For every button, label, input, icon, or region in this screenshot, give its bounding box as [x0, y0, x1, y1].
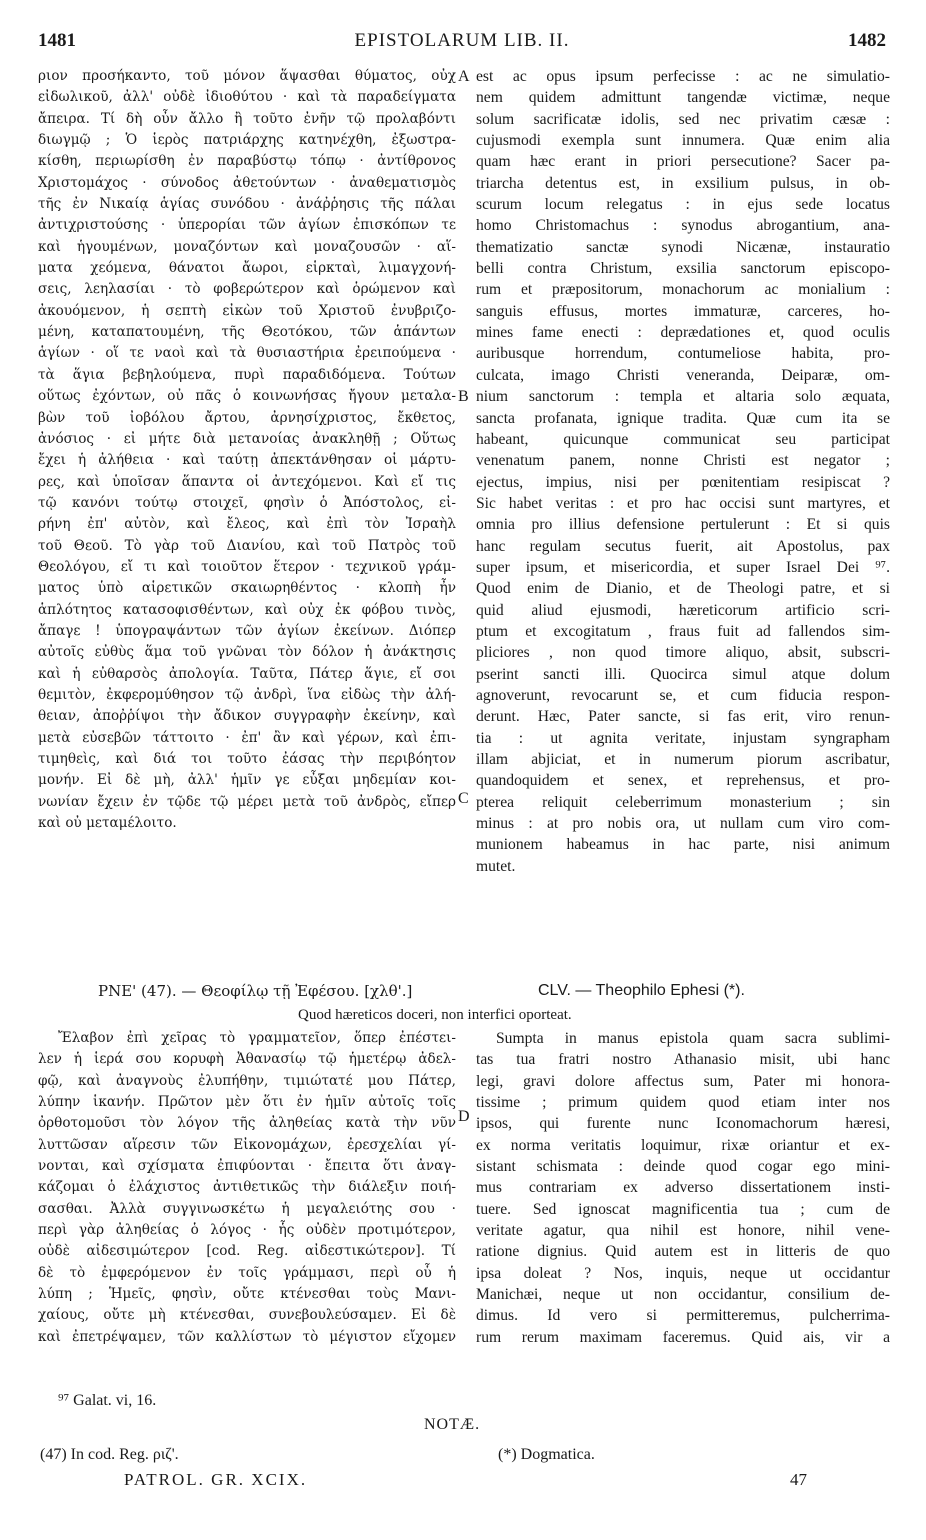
- text-line: νωνίαν ἔχειν ἐν τῷδε τῷ μέρει μετὰ τοῦ ἀνδρὸς, εἴπερ: [38, 793, 456, 810]
- text-line: Quod enim de Dianio, et de Theologi patre, et si: [476, 580, 890, 598]
- text-line: Sumpta in manus epistola quam sacra sublimi-: [496, 1030, 890, 1047]
- text-line: καὶ ἡγουμένων, μοναζόντων καὶ μοναζουσῶν · αἵ-: [38, 238, 456, 255]
- text-line: tas tua fratri nostro Athanasio misit, ubi hanc: [476, 1051, 890, 1069]
- text-line: αὐτοῖς εὐθὺς ἅμα τοῦ γνῶναι τὸν δόλον ἡ ἀνάκτησις: [38, 644, 456, 661]
- text-line: quid aliud ejusmodi, hæreticorum artificio scri-: [476, 601, 890, 619]
- text-line: λυττῶσαν αἵρεσιν τῶν Εἰκονομάχων, ἐρεσχελίαι γί-: [38, 1136, 456, 1153]
- text-line: ipsa doleat ? Nos, inquis, neque ut occidantur: [476, 1264, 890, 1282]
- note-47: (47) In cod. Reg. ριζ'.: [40, 1446, 179, 1463]
- margin-marker-a: A: [458, 68, 470, 85]
- latin-column-upper: [476, 66, 890, 877]
- text-line: χαίους, οὔτε μὴ κτένεσθαι, συνεβουλεύσαμεν. Εἰ δὲ: [38, 1307, 456, 1324]
- patrologia-signature: PATROL. GR. XCIX.: [124, 1470, 308, 1489]
- text-line: λύπη ; Ἡμεῖς, φησὶν, οὔτε κτένεσθαι τοὺς Μανι-: [38, 1286, 456, 1303]
- text-line: δὲ τὸ ἐμφερόμενον ἐν τοῖς γράμμασι, περὶ οὗ ἡ: [38, 1264, 456, 1281]
- text-line: ἄπαγε ! ὑπογραψάντων τῶν ἁγίων ἐκείνων. Διόπερ: [38, 622, 456, 639]
- text-line: κίσθη, περιωρίσθη ἐν παραβύστῳ τόπῳ · ἀντίθρονος: [38, 153, 456, 170]
- text-line: ipsos, qui furente nunc Iconomachorum hæresi,: [476, 1115, 890, 1133]
- text-line: τιμηθεὶς, καὶ διά τοι τοῦτο ἐάσας τὴν περιβόητον: [38, 751, 456, 767]
- text-line: nium sanctorum : templa et altaria solo æquata,: [476, 388, 890, 406]
- margin-marker-d: D: [458, 1108, 470, 1125]
- text-line: mines fame enecti : deprædationes et, quod oculis: [476, 324, 890, 342]
- text-line: ἄπειρα. Τί δὴ οὖν ἄλλο ἢ τοῦτο ἐνῆν τῷ προλαβόντι: [38, 110, 456, 127]
- text-line: sancta profanata, igniquе tradita. Quæ cum ita se: [476, 409, 890, 427]
- page-number-right: 1482: [848, 30, 886, 51]
- text-line: Ἔλαβον ἐπὶ χεῖρας τὸ γραμματεῖον, ὅπερ ἐπέστει-: [58, 1030, 456, 1046]
- text-line: τῷ κανόνι τούτῳ στοιχεῖ, φησὶν ὁ Ἀπόστολος, εἰ-: [38, 494, 456, 511]
- text-line: ἀντιχριστούσης · ὑπερορίαι τῶν ἁγίων ἐπισκόπων τε: [38, 217, 456, 234]
- text-line: ἀνόσιος · εἰ μήτε διὰ μετανοίας ἀνακληθῇ ; Οὕτως: [38, 430, 456, 447]
- text-line: tissime ; primum quidem quod etiam inter nos: [476, 1094, 890, 1112]
- note-star: (*) Dogmatica.: [498, 1446, 595, 1463]
- text-line: μετὰ εὐσεβῶν τάττοιτο · ἐπ' ἂν καὶ γέρων, καὶ ἐπι-: [38, 729, 456, 746]
- text-line: εἰδωλικοῦ, ἀλλ' οὐδὲ ἰδιοθύτου · καὶ τὰ παραδείγματα: [38, 89, 456, 106]
- text-line: βὼν τοῦ ἰοβόλου ἄρτου, ἀρνησίχριστος, ἔκθετος,: [38, 409, 456, 426]
- text-line: nem quidem admittunt tangendæ victimæ, neque: [476, 89, 890, 107]
- notes-title: NOTÆ.: [424, 1416, 481, 1433]
- text-line: ὀρθοτομοῦσι τὸν λόγον τῆς ἀληθείας κατὰ τὴν νῦν: [38, 1115, 456, 1132]
- letter-heading-greek: PNE' (47). — Θεοφίλῳ τῇ Ἐφέσου. [χλθ'.]: [98, 982, 413, 1000]
- text-line: λεν ἡ ἱερά σου κορυφὴ Ἀθανασίῳ τῷ ἡμετέρῳ ἀδελ-: [38, 1051, 456, 1068]
- text-line: ex norma veritatis loquimur, rixæ oriantur et ex-: [476, 1136, 890, 1154]
- text-line: agnoverunt, revocarunt se, et cum fiducia respon-: [476, 686, 890, 704]
- text-line: legi, gravi dolore affectus sum, Pater mi honora-: [476, 1072, 890, 1090]
- text-line: tia : ut agnita veritate, injustam syngrapham: [476, 729, 890, 747]
- text-line: κάζομαι ὁ ἐλάχιστος ἀντιθετικῶς τὴν διάλεξιν ποιή-: [38, 1179, 456, 1196]
- text-line: Manichæi, neque ut non occidantur, consilium de-: [476, 1286, 890, 1304]
- letter-summary: Quod hæreticos doceri, non interfici oporteat.: [298, 1007, 572, 1023]
- text-line: thematizatio sanctæ synodi Nicænæ, instauratio: [476, 238, 890, 256]
- text-line: θεμιτὸν, ἐκφερομύθησον τῷ ἀνδρὶ, ἵνα εἰδὼς τὴν ἀλή-: [38, 686, 456, 703]
- text-line: Sic habet veritas : et pro hac occisi sunt martyres, et: [476, 494, 890, 512]
- text-line: tuere. Sed ignoscat magnificentia tua ; cum de: [476, 1200, 890, 1218]
- text-line: καὶ ἡ εὐθαρσὸς ἀπολογία. Ταῦτα, Πάτερ ἅγιε, εἴ σοι: [38, 665, 456, 682]
- text-line: ptum et excogitatum , fraus fuit ad fallendos sim-: [476, 622, 890, 640]
- text-line: φῷ, καὶ ἀναγνοὺς ἐλυπήθην, τιμιώτατέ μου Πάτερ,: [38, 1072, 456, 1089]
- text-line: ἁπλότητος κατασοφισθέντων, καὶ οὐχ ἐκ φόβου τινὸς,: [38, 601, 456, 618]
- margin-marker-b: B: [458, 388, 469, 405]
- text-line: mutet.: [476, 857, 516, 875]
- text-line: quandoquidem et senex, et reprehensus, et pro-: [476, 772, 890, 790]
- running-header: [38, 30, 886, 58]
- text-line: habeant, quicunque communicat seu participat: [476, 430, 890, 448]
- text-line: περὶ γὰρ ἀληθείας ὁ λόγος · ἧς οὐδὲν προτιμότερον,: [38, 1222, 456, 1239]
- text-line: derunt. Hæc, Pater sancte, si fas erit, viro renun-: [476, 708, 890, 726]
- text-line: ματος ὑπὸ αἱρετικῶν σκαιωρηθέντος · κλοπὴ ἦν: [38, 580, 456, 597]
- sheet-number: 47: [790, 1470, 807, 1489]
- text-line: ejectus, impius, nisi per pœnitentiam resipiscat ?: [476, 473, 890, 491]
- text-line: μονήν. Εἰ δὲ μὴ, ἀλλ' ἡμῖν γε εὖξαι μηδεμίαν κοι-: [38, 772, 456, 789]
- text-line: οὐδὲ αἰδεσιμώτερον [cod. Reg. αἰδεστικώτερον]. Τί: [38, 1243, 456, 1260]
- text-line: ματα χεόμενα, θάνατοι ἄωροι, εἱρκταὶ, λιμαγχονή-: [38, 260, 456, 277]
- text-line: λύπην ἱκανήν. Πρῶτον μὲν ὅτι ἐν ἡμῖν αὐτοῖς τοῖς: [38, 1094, 456, 1111]
- text-line: ρήνη ἐπ' αὐτὸν, καὶ ἔλεος, καὶ ἐπὶ τὸν Ἰσραὴλ: [38, 516, 456, 533]
- text-line: τοῦ Θεοῦ. Τὸ γὰρ τοῦ Διανίου, καὶ τοῦ Πατρὸς τοῦ: [38, 537, 456, 554]
- text-line: καὶ οὐ μεταμέλοιτο.: [38, 815, 177, 832]
- text-line: venenatum panem, nonne Christi est negator ;: [476, 452, 890, 470]
- text-line: rum et præpositorum, monachorum ac monialium :: [476, 281, 890, 299]
- text-line: pterea reliquit celeberrimum monasterium ; sin: [476, 793, 890, 811]
- text-line: διωγμῷ ; Ὁ ἱερὸς πατριάρχης κατηνέχθη, ἐξωστρα-: [38, 132, 456, 149]
- text-line: munionem habeamus in hac parte, nisi animum: [476, 836, 890, 854]
- letter-heading-latin: CLV. — Theophilo Ephesi (*).: [538, 982, 745, 999]
- text-line: dimus. Id vero si permitteremus, pulcherrima-: [476, 1307, 890, 1325]
- running-title: EPISTOLARUM LIB. II.: [354, 30, 570, 51]
- text-line: est ac opus ipsum perfecisse : ac ne simulatio-: [476, 68, 890, 85]
- text-line: ριον προσήκαντο, τοῦ μόνον ἅψασθαι θύματος, οὐχ: [38, 68, 456, 84]
- text-line: σεις, λεηλασίαι · τὸ φοβερώτερον καὶ ὁρώμενον καὶ: [38, 281, 456, 298]
- greek-column-upper: [38, 66, 456, 834]
- text-line: super ipsum, et misericordia, et super Israel Dei ⁹⁷.: [476, 558, 890, 576]
- text-line: mus contrariam ex adverso dissertationem insti-: [476, 1179, 890, 1197]
- text-line: τῆς ἐν Νικαίᾳ ἁγίας συνόδου · ἀνάῤῥησις τῆς πάλαι: [38, 196, 456, 213]
- text-line: minus : at pro nobis ora, ut nullam cum viro com-: [476, 815, 890, 833]
- text-line: σασθαι. Ἀλλὰ συγγινωσκέτω ἡ μεγαλειότης σου ·: [38, 1200, 456, 1217]
- greek-column-lower: [38, 1028, 456, 1348]
- text-line: ἁγίων · οἵ τε ναοὶ καὶ τὰ θυσιαστήρια ἐρειπούμενα ·: [38, 345, 456, 362]
- text-line: τὰ ἅγια βεβηλούμενα, πυρὶ παραδιδόμενα. Τούτων: [38, 366, 456, 383]
- text-line: pliciores , non quod timore aliquo, absit, subscri-: [476, 644, 890, 662]
- text-line: Θεολόγου, εἴ τι καὶ τοιοῦτον ἕτερον · τεχνικοῦ γράμ-: [38, 558, 456, 575]
- text-line: μένη, καταπατουμένη, τῆς Θεοτόκου, τῶν ἁπάντων: [38, 324, 456, 341]
- text-line: scurum locum relegatus : in ejus sede locatus: [476, 196, 890, 214]
- text-line: cujusmodi exempla sunt innumera. Quæ enim alia: [476, 132, 890, 150]
- text-line: ratione dignius. Quid autem est in litteris de quo: [476, 1243, 890, 1261]
- text-line: quam hæc erant in priori persecutione? Sacer pa-: [476, 153, 890, 171]
- text-line: καὶ ἐπετρέψαμεν, τῶν καλλίστων τὸ μέγιστον εἴχομεν: [38, 1328, 456, 1345]
- text-line: sanguis effusus, mortes immaturæ, carceres, ho-: [476, 302, 890, 320]
- text-line: pserint sancti illi. Quocirca simul atque dolum: [476, 665, 890, 683]
- text-line: ἔχει ἡ ἀλήθεια · καὶ ταύτῃ ἀπεκτάνθησαν οἱ μάρτυ-: [38, 452, 456, 469]
- text-line: ἀκουόμενον, ἡ σεπτὴ εἰκὼν τοῦ Χριστοῦ ἐνυβριζο-: [38, 302, 456, 319]
- text-line: hanc regulam secutus fuerit, ait Apostolus, pax: [476, 537, 890, 555]
- text-line: rum rerum maximam faceremus. Quid ais, vir a: [476, 1328, 890, 1346]
- text-line: solum sacrificatæ idolis, sed nec privatim cæsæ :: [476, 110, 890, 128]
- text-line: sistant schismata : deinde quod cogar ego mini-: [476, 1158, 890, 1176]
- footnote-galatians: ⁹⁷ Galat. vi, 16.: [58, 1392, 157, 1409]
- text-line: Χριστομάχος · σύνοδος ἀθετούντων · ἀναθεματισμὸς: [38, 174, 456, 191]
- text-line: culcata, imago Christi veneranda, Deiparæ, om-: [476, 366, 890, 384]
- text-line: omnia pro illius defensione pertulerunt : Et si quis: [476, 516, 890, 534]
- text-line: auribusque horrendum, contumeliose habita, pro-: [476, 345, 890, 363]
- text-line: νονται, καὶ σχίσματα ἐπιφύονται · ἔπειτα ὅτι ἀναγ-: [38, 1158, 456, 1175]
- text-line: belli contra Christum, exsilia sanctorum episcopo-: [476, 260, 890, 278]
- margin-marker-c: C: [458, 790, 469, 807]
- page-number-left: 1481: [38, 30, 76, 51]
- text-line: illam abjiciat, et in numerum piorum ascribatur,: [476, 751, 890, 768]
- text-line: veritate agatur, qua nihil est honore, nihil vene-: [476, 1222, 890, 1240]
- text-line: homo Christomachus : synodus abrogantium, ana-: [476, 217, 890, 235]
- text-line: triarcha detentus est, in exsilium pulsus, in ob-: [476, 174, 890, 192]
- text-line: θειαν, ἀποῤῥίψοι τὴν ἄδικον συγγραφὴν ἐκείνην, καὶ: [38, 708, 456, 725]
- text-line: ρες, καὶ ὑποῖσαν ἅπαντα οἱ ἀντεχόμενοι. Καὶ εἴ τις: [38, 473, 456, 490]
- latin-column-lower: [476, 1028, 890, 1348]
- text-line: οὕτως ἐχόντων, οὐ πᾶς ὁ κοινωνήσας ἤγουν μεταλα-: [38, 388, 456, 405]
